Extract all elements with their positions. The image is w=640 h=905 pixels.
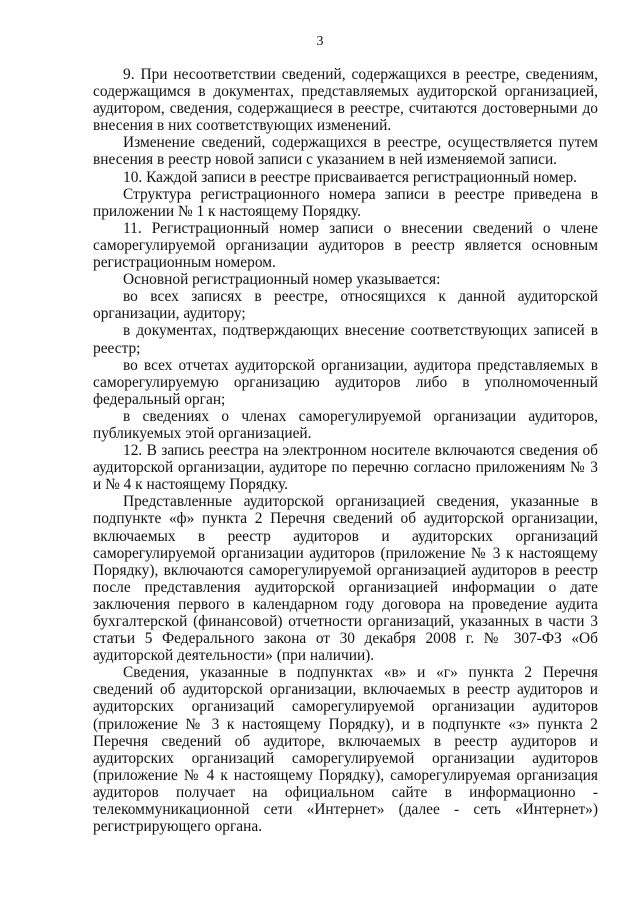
paragraph-9: 9. При несоответствии сведений, содержащихся в реестре, сведениям, содержащимся в документах, представляемых аудиторской организацией, аудитором, сведения, содержащиеся в реестре, считаются достоверными до внесения в них соответствующих изменений. [93,66,598,135]
paragraph-list-item-records: во всех записях в реестре, относящихся к данной аудиторской организации, аудитору; [93,288,598,323]
paragraph-10: 10. Каждой записи в реестре присваивается регистрационный номер. [123,168,577,186]
paragraph-main-number-intro: Основной регистрационный номер указывается: [123,271,441,289]
document-body [93,66,598,835]
paragraph-submitted-info: Представленные аудиторской организацией сведения, указанные в подпункте «ф» пункта 2 Перечня сведений об аудиторской организации, включаемых в реестр аудиторов и аудиторских организаций саморегулируемой организации аудиторов (приложение № 3 к настоящему Порядку), включаются саморегулируемой организацией аудиторов в реестр после представления аудиторской организацией информации о дате заключения первого в календарном году договора на проведение аудита бухгалтерской (финансовой) отчетности организаций, указанных в части 3 статьи 5 Федерального закона от 30 декабря 2008 г. № 307-ФЗ «Об аудиторской деятельности» (при наличии). [93,493,598,665]
paragraph-11: 11. Регистрационный номер записи о внесении сведений о члене саморегулируемой организации аудиторов в реестр является основным регистрационным номером. [93,219,598,272]
paragraph-list-item-documents: в документах, подтверждающих внесение соответствующих записей в реестр; [93,322,598,357]
paragraph-list-item-members: в сведениях о членах саморегулируемой организации аудиторов, публикуемых этой организацией. [93,407,598,442]
page-number: 3 [316,34,324,49]
paragraph-registry-change: Изменение сведений, содержащихся в реестре, осуществляется путем внесения в реестр новой записи с указанием в ней изменяемой записи. [93,134,598,169]
paragraph-number-structure: Структура регистрационного номера записи в реестре приведена в приложении № 1 к настоящему Порядку. [93,185,598,220]
paragraph-list-item-reports: во всех отчетах аудиторской организации, аудитора представляемых в саморегулируемую организацию аудиторов либо в уполномоченный федеральный орган; [93,356,598,408]
paragraph-12: 12. В запись реестра на электронном носителе включаются сведения об аудиторской организации, аудиторе по перечню согласно приложениям № 3 и № 4 к настоящему Порядку. [93,442,598,494]
paragraph-internet-info: Сведения, указанные в подпунктах «в» и «г» пункта 2 Перечня сведений об аудиторской организации, включаемых в реестр аудиторов и аудиторских организаций саморегулируемой организации аудиторов (приложение № 3 к настоящему Порядку), и в подпункте «з» пункта 2 Перечня сведений об аудиторе, включаемых в реестр аудиторов и аудиторских организаций саморегулируемой организации аудиторов (приложение № 4 к настоящему Порядку), саморегулируемая организация аудиторов получает на официальном сайте в информационно - телекоммуникационной сети «Интернет» (далее - сеть «Интернет») регистрирующего органа. [93,664,598,836]
